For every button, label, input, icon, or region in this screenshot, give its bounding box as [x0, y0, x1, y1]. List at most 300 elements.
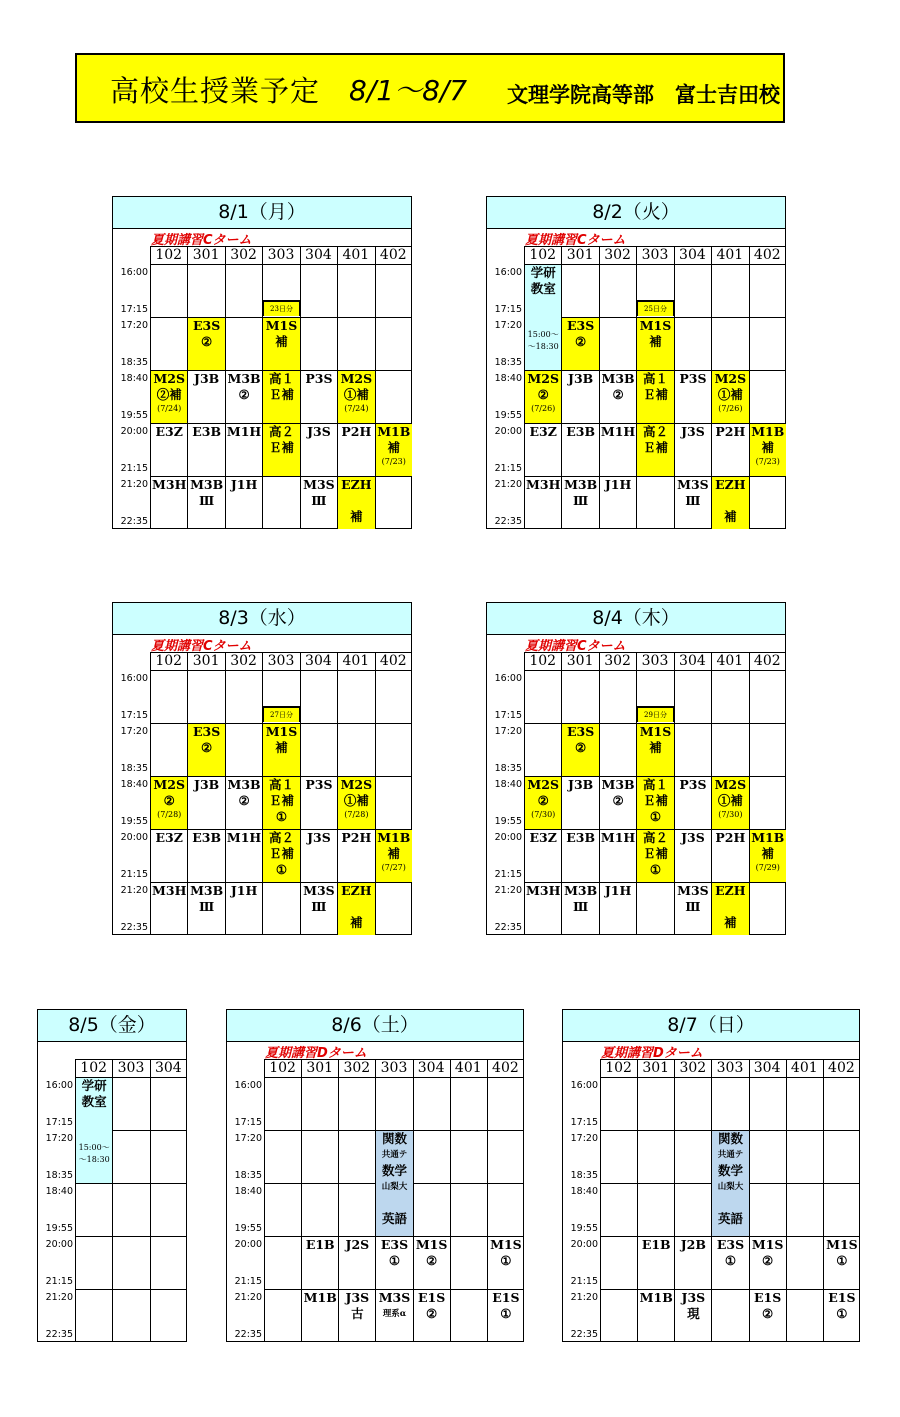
- time-end: 17:15: [494, 304, 522, 315]
- room-number: 102: [529, 247, 557, 263]
- time-start: 20:00: [234, 1239, 262, 1250]
- row-line: [75, 1236, 187, 1237]
- class-cell: [637, 424, 673, 476]
- cell-text: ①: [724, 1253, 737, 1268]
- time-start: 20:00: [45, 1239, 73, 1250]
- cell-text: M3B: [564, 883, 598, 898]
- class-cell: [750, 424, 786, 476]
- time-start: 18:40: [570, 1186, 598, 1197]
- cell-text: [338, 899, 374, 915]
- class-cell: [301, 777, 337, 829]
- room-number: 302: [604, 247, 631, 263]
- day-header: 8/3（水）: [112, 602, 412, 635]
- time-start: 17:20: [570, 1133, 598, 1144]
- room-number: 302: [230, 247, 257, 263]
- term-label: 夏期講習Dターム: [265, 1046, 367, 1061]
- time-end: 22:35: [494, 516, 522, 527]
- class-cell: [525, 477, 561, 529]
- class-cell: [637, 371, 673, 423]
- class-cell: [562, 424, 598, 476]
- cell-text: M1S: [826, 1237, 858, 1252]
- time-end: 19:55: [120, 816, 148, 827]
- cell-text: J3B: [194, 371, 220, 386]
- class-cell: [338, 371, 374, 423]
- cell-text: E1S: [754, 1290, 782, 1305]
- class-cell: [638, 1237, 674, 1289]
- column-line: [150, 1059, 151, 1342]
- cell-text: (7/30): [718, 810, 743, 819]
- room-number: 302: [604, 653, 631, 669]
- cell-text: M3B: [190, 883, 224, 898]
- cell-text: ①: [275, 809, 288, 824]
- class-cell: [637, 318, 673, 370]
- cell-text: 補: [761, 440, 775, 455]
- room-number: 102: [605, 1060, 632, 1076]
- day-panel: [562, 1009, 860, 1342]
- cell-text: 補: [761, 846, 775, 861]
- cell-text: ②: [201, 334, 213, 349]
- cell-text: 関数: [717, 1131, 743, 1146]
- room-number: 303: [117, 1060, 145, 1076]
- class-cell: [226, 477, 262, 529]
- cell-text: J3B: [194, 777, 220, 792]
- cell-text: P2H: [341, 830, 372, 845]
- class-cell: [675, 883, 711, 935]
- class-cell: [675, 477, 711, 529]
- cell-text: E3Z: [155, 424, 183, 439]
- cell-text: J1H: [230, 477, 258, 492]
- cell-text: 補: [724, 915, 737, 930]
- time-start: 16:00: [494, 267, 522, 278]
- class-cell: [263, 318, 299, 370]
- time-start: 20:00: [494, 832, 522, 843]
- room-number: 302: [230, 653, 257, 669]
- cell-text: M3B: [227, 371, 261, 386]
- cell-text: (7/23): [381, 457, 406, 466]
- term-label: 夏期講習Cターム: [151, 233, 252, 248]
- room-number: 102: [155, 653, 183, 669]
- cell-text: ①補: [343, 387, 369, 402]
- cell-text: ②: [537, 793, 549, 808]
- cell-text: 理系α: [382, 1309, 407, 1319]
- cell-text: 英語: [381, 1211, 407, 1226]
- term-label: 夏期講習Cターム: [525, 639, 626, 654]
- cell-text: 補: [649, 334, 662, 349]
- cell-text: (7/24): [157, 404, 182, 413]
- cell-text: E3Z: [529, 424, 557, 439]
- cell-text: 高２: [642, 424, 668, 439]
- time-start: 18:40: [120, 373, 148, 384]
- room-number: 401: [716, 653, 744, 669]
- cell-text: M1H: [600, 424, 636, 439]
- cell-text: (7/28): [344, 810, 369, 819]
- day-header: 8/7（日）: [562, 1009, 860, 1042]
- cell-text: (7/28): [157, 810, 182, 819]
- time-end: 21:15: [494, 463, 522, 474]
- cell-text: 山梨大: [381, 1182, 408, 1192]
- room-number: 302: [679, 1060, 707, 1076]
- page-title: 高校生授業予定: [110, 74, 321, 108]
- cell-text: Ⅲ: [685, 493, 701, 508]
- time-end: 19:55: [120, 410, 148, 421]
- cell-text: 補: [387, 440, 401, 455]
- class-cell: [675, 1290, 711, 1342]
- cell-text: M2S: [527, 371, 559, 386]
- room-number: 402: [828, 1060, 855, 1076]
- class-cell: [525, 265, 561, 370]
- cell-text: J3S: [681, 1290, 706, 1305]
- time-end: 19:55: [570, 1223, 598, 1234]
- class-cell: [338, 424, 374, 476]
- room-number: 301: [642, 1060, 670, 1076]
- cell-text: M1B: [303, 1290, 337, 1305]
- cell-text: ①: [500, 1306, 512, 1321]
- class-cell: [263, 777, 299, 829]
- cell-text: ②: [762, 1306, 774, 1321]
- cell-text: ②: [426, 1306, 438, 1321]
- column-line: [375, 652, 376, 935]
- class-cell: [525, 371, 561, 423]
- room-number: 304: [305, 247, 332, 263]
- day-panel: [486, 602, 786, 935]
- cell-text: 補: [350, 915, 363, 930]
- class-cell: [263, 830, 299, 882]
- cell-text: ①補: [717, 793, 743, 808]
- cell-text: 数学: [717, 1163, 743, 1178]
- column-line: [600, 1059, 601, 1342]
- time-start: 20:00: [120, 426, 148, 437]
- room-number: 303: [267, 653, 295, 669]
- time-start: 18:40: [494, 779, 522, 790]
- class-cell: [188, 830, 224, 882]
- cell-text: Ⅲ: [311, 899, 327, 914]
- cell-text: M1B: [751, 830, 785, 845]
- cell-text: M1S: [265, 318, 298, 333]
- cell-text: M1B: [377, 424, 411, 439]
- class-cell: [414, 1290, 450, 1342]
- cell-text: J3S: [681, 424, 705, 439]
- cell-text: Ｅ補: [268, 387, 294, 402]
- cell-text: Ⅲ: [685, 899, 701, 914]
- cell-text: 高２: [642, 830, 668, 845]
- cell-text: 高２: [268, 830, 294, 845]
- column-line: [112, 1059, 113, 1342]
- class-cell: [338, 883, 374, 935]
- cell-text: (7/26): [718, 404, 743, 413]
- cell-text: E1B: [641, 1237, 671, 1252]
- cell-text: M3H: [152, 477, 187, 492]
- cell-text: M1H: [226, 830, 262, 845]
- cell-text: M1B: [751, 424, 785, 439]
- term-label: 夏期講習Cターム: [151, 639, 252, 654]
- day-panel: [37, 1009, 187, 1342]
- class-cell: [675, 424, 711, 476]
- class-cell: [712, 1237, 748, 1289]
- room-number: 402: [492, 1060, 519, 1076]
- class-cell: [824, 1290, 860, 1342]
- class-cell: [301, 424, 337, 476]
- time-start: 16:00: [45, 1080, 73, 1091]
- class-cell: [525, 883, 561, 935]
- class-cell: [226, 830, 262, 882]
- time-start: 20:00: [120, 832, 148, 843]
- class-cell: [376, 830, 412, 882]
- column-line: [749, 246, 750, 529]
- class-cell: [151, 883, 187, 935]
- cell-text: M1S: [751, 1237, 784, 1252]
- time-end: 17:15: [45, 1117, 73, 1128]
- class-cell: [302, 1290, 338, 1342]
- class-cell: [712, 777, 748, 829]
- class-cell: [712, 477, 748, 529]
- cell-text: E3B: [566, 424, 596, 439]
- cell-text: M3B: [227, 777, 261, 792]
- cell-text: E3B: [566, 830, 596, 845]
- cell-text: E3S: [716, 1237, 745, 1252]
- time-end: 17:15: [234, 1117, 262, 1128]
- room-header-bottom-line: [524, 670, 786, 671]
- room-number: 303: [716, 1060, 744, 1076]
- time-start: 17:20: [494, 320, 522, 331]
- cell-text: P3S: [679, 371, 707, 386]
- class-cell: [151, 477, 187, 529]
- cell-text: J1H: [604, 477, 632, 492]
- cell-text: M3S: [677, 883, 709, 898]
- cell-text: Ⅲ: [199, 899, 215, 914]
- time-end: 22:35: [120, 516, 148, 527]
- time-end: 21:15: [494, 869, 522, 880]
- class-cell: [226, 424, 262, 476]
- class-cell: [562, 724, 598, 776]
- cell-text: M1H: [600, 830, 636, 845]
- room-number: 304: [154, 1060, 182, 1076]
- cell-text: Ｅ補: [268, 440, 294, 455]
- class-cell: [525, 424, 561, 476]
- cell-text: M1H: [226, 424, 262, 439]
- cell-text: (7/29): [755, 863, 780, 872]
- cell-text: ①: [649, 862, 662, 877]
- class-cell: [637, 777, 673, 829]
- cell-text: E3B: [192, 830, 222, 845]
- cell-text: 補: [649, 740, 662, 755]
- time-start: 21:20: [234, 1292, 262, 1303]
- day-header: 8/5（金）: [37, 1009, 187, 1042]
- time-start: 18:40: [234, 1186, 262, 1197]
- cell-text: EZH: [715, 883, 746, 898]
- cell-text: M2S: [340, 371, 373, 386]
- cell-text: 英語: [717, 1211, 743, 1226]
- time-end: 18:35: [120, 357, 148, 368]
- time-start: 17:20: [45, 1133, 73, 1144]
- cell-text: 教室: [530, 281, 556, 296]
- time-start: 16:00: [234, 1080, 262, 1091]
- day-count-note: [263, 300, 299, 316]
- class-cell: [226, 371, 262, 423]
- room-number: 401: [790, 1060, 818, 1076]
- class-cell: [562, 477, 598, 529]
- cell-text: ②: [238, 387, 250, 402]
- cell-text: ②: [762, 1253, 774, 1268]
- time-start: 17:20: [120, 320, 148, 331]
- cell-text: 15:00〜: [78, 1143, 110, 1152]
- room-number: 304: [679, 247, 706, 263]
- cell-text: 高１: [642, 777, 668, 792]
- room-number: 301: [306, 1060, 334, 1076]
- class-cell: [600, 371, 636, 423]
- cell-text: 補: [724, 509, 737, 524]
- class-cell: [562, 830, 598, 882]
- cell-text: ②: [201, 740, 213, 755]
- class-cell: [302, 1237, 338, 1289]
- class-cell: [339, 1237, 375, 1289]
- time-start: 21:20: [120, 479, 148, 490]
- cell-text: [712, 899, 748, 915]
- cell-text: 23日分: [270, 305, 293, 313]
- cell-text: 学研: [81, 1078, 107, 1093]
- cell-text: E1S: [492, 1290, 520, 1305]
- time-end: 22:35: [494, 922, 522, 933]
- time-end: 18:35: [45, 1170, 73, 1181]
- cell-text: P3S: [305, 371, 333, 386]
- cell-text: ②: [612, 793, 624, 808]
- cell-text: [525, 297, 561, 313]
- cell-text: ②: [163, 793, 175, 808]
- room-number: 102: [155, 247, 183, 263]
- cell-text: E1S: [828, 1290, 856, 1305]
- cell-text: 関数: [381, 1131, 407, 1146]
- day-header: 8/2（火）: [486, 196, 786, 229]
- cell-text: ①: [836, 1306, 848, 1321]
- cell-text: E3S: [567, 724, 595, 739]
- room-header-bottom-line: [150, 670, 412, 671]
- cell-text: (7/30): [531, 810, 556, 819]
- class-cell: [675, 371, 711, 423]
- cell-text: 教室: [81, 1094, 107, 1109]
- cell-text: 補: [275, 740, 288, 755]
- time-start: 17:20: [234, 1133, 262, 1144]
- room-header-bottom-line: [524, 264, 786, 265]
- school-name: 文理学院高等部 富士吉田校: [507, 83, 780, 107]
- room-number: 402: [379, 247, 407, 263]
- time-start: 18:40: [494, 373, 522, 384]
- class-cell: [188, 424, 224, 476]
- cell-text: 高１: [268, 777, 294, 792]
- cell-text: (7/27): [381, 863, 406, 872]
- class-cell: [338, 777, 374, 829]
- class-cell: [301, 883, 337, 935]
- cell-text: ①: [388, 1253, 401, 1268]
- class-cell: [712, 830, 748, 882]
- cell-text: E1S: [418, 1290, 446, 1305]
- class-cell: [188, 477, 224, 529]
- cell-text: M1S: [490, 1237, 522, 1252]
- cell-text: [376, 1195, 412, 1211]
- cell-text: M1S: [265, 724, 298, 739]
- time-end: 21:15: [570, 1276, 598, 1287]
- class-cell: [675, 830, 711, 882]
- cell-text: 高１: [268, 371, 294, 386]
- cell-text: ②: [612, 387, 624, 402]
- class-cell: [637, 830, 673, 882]
- room-header-bottom-line: [600, 1077, 860, 1078]
- cell-text: J1H: [604, 883, 632, 898]
- cell-text: ①補: [717, 387, 743, 402]
- time-end: 22:35: [120, 922, 148, 933]
- day-panel: [112, 602, 412, 935]
- cell-text: E3S: [380, 1237, 409, 1252]
- date-range: 8/1〜8/7: [349, 74, 468, 107]
- class-cell: [263, 724, 299, 776]
- class-cell: [188, 724, 224, 776]
- time-end: 17:15: [570, 1117, 598, 1128]
- room-number: 301: [566, 653, 594, 669]
- time-end: 19:55: [494, 816, 522, 827]
- time-start: 16:00: [120, 267, 148, 278]
- cell-text: J2S: [345, 1237, 370, 1252]
- title-banner: [75, 53, 785, 123]
- term-label: 夏期講習Dターム: [601, 1046, 703, 1061]
- cell-text: M3S: [378, 1290, 411, 1305]
- room-number: 303: [267, 247, 295, 263]
- time-start: 16:00: [570, 1080, 598, 1091]
- cell-text: 高１: [642, 371, 668, 386]
- time-start: 17:20: [494, 726, 522, 737]
- time-end: 21:15: [45, 1276, 73, 1287]
- cell-text: M2S: [153, 777, 185, 792]
- time-end: 18:35: [234, 1170, 262, 1181]
- cell-text: [712, 493, 748, 509]
- cell-text: M3S: [303, 883, 335, 898]
- cell-text: 学研: [530, 265, 556, 280]
- class-cell: [600, 830, 636, 882]
- cell-text: P2H: [715, 424, 746, 439]
- cell-text: E3S: [193, 318, 221, 333]
- class-cell: [525, 830, 561, 882]
- cell-text: E1B: [305, 1237, 335, 1252]
- cell-text: 高２: [268, 424, 294, 439]
- column-line: [786, 1059, 787, 1342]
- cell-text: EZH: [715, 477, 746, 492]
- cell-text: ②: [575, 334, 587, 349]
- time-start: 17:20: [120, 726, 148, 737]
- cell-text: ②: [575, 740, 587, 755]
- class-cell: [488, 1290, 524, 1342]
- cell-text: Ｅ補: [642, 846, 668, 861]
- time-end: 18:35: [494, 357, 522, 368]
- room-number: 301: [192, 653, 220, 669]
- cell-text: J2B: [680, 1237, 706, 1252]
- cell-text: ②: [537, 387, 549, 402]
- cell-text: Ｅ補: [642, 793, 668, 808]
- class-cell: [338, 477, 374, 529]
- cell-text: 補: [275, 334, 288, 349]
- cell-text: Ⅲ: [311, 493, 327, 508]
- cell-text: ①補: [343, 793, 369, 808]
- row-line: [75, 1289, 187, 1290]
- cell-text: M3H: [526, 477, 561, 492]
- cell-text: ①: [275, 862, 288, 877]
- cell-text: 27日分: [270, 711, 293, 719]
- time-end: 18:35: [494, 763, 522, 774]
- class-cell: [712, 883, 748, 935]
- cell-text: E3S: [193, 724, 221, 739]
- time-end: 21:15: [120, 463, 148, 474]
- time-start: 18:40: [45, 1186, 73, 1197]
- room-number: 401: [342, 653, 370, 669]
- class-cell: [600, 777, 636, 829]
- room-number: 402: [753, 247, 781, 263]
- cell-text: E3B: [192, 424, 222, 439]
